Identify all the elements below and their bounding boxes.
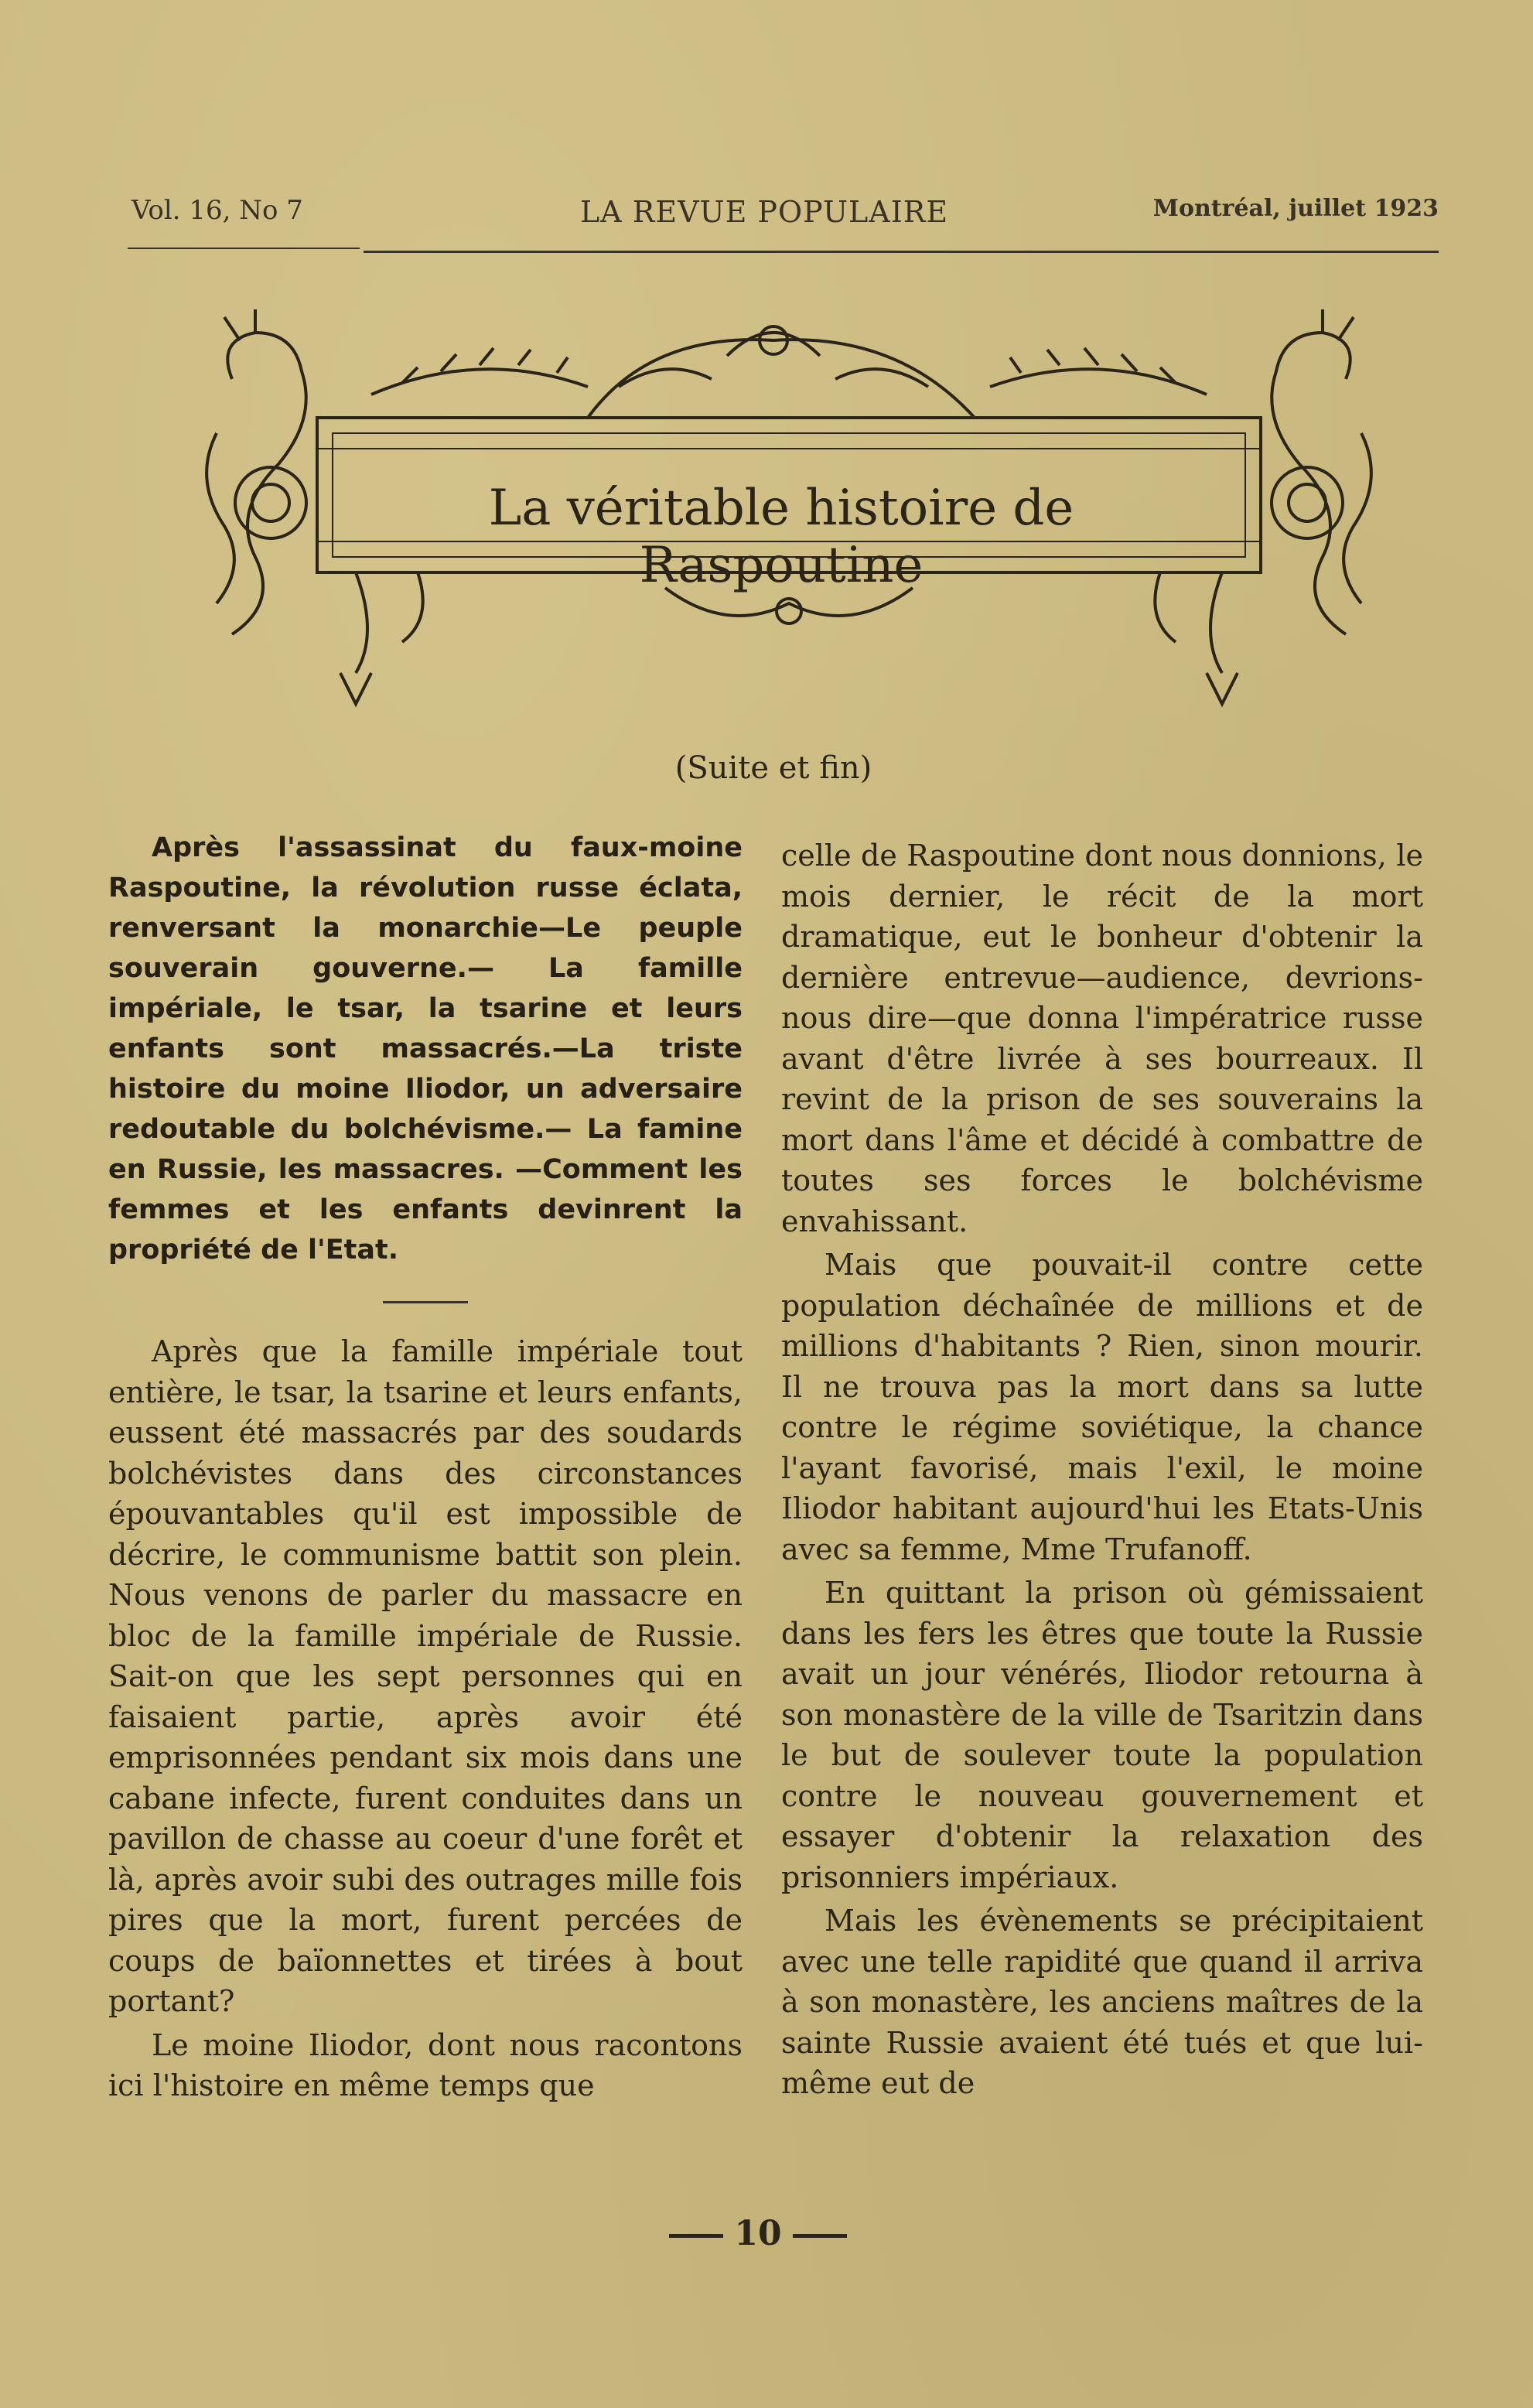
right-column	[781, 835, 1423, 2104]
header-rule-left	[128, 248, 360, 249]
running-head	[124, 195, 1439, 241]
folio-dash-right	[793, 2234, 847, 2238]
left-column	[108, 828, 743, 2106]
volume-number: Vol. 16, No 7	[131, 195, 303, 226]
page-number: 10	[734, 2214, 782, 2253]
header-rule-main	[364, 251, 1439, 253]
article-summary: Après l'assassinat du faux-moine Raspoutine, la révolution russe éclata, renversant la monarchie—Le peuple souverain gouverne.— La famille impériale, le tsar, la tsarine et leurs enfants sont massacrés.—La triste histoire du moine Iliodor, un adversaire redoutable du bolchévisme.— La famine en Russie, les massacres. —Comment les femmes et les enfants devinrent la propriété de l'Etat.	[108, 832, 743, 1265]
body-paragraph: Le moine Iliodor, dont nous racontons ici l'histoire en même temps que	[108, 2027, 743, 2102]
body-paragraph: Mais que pouvait-il contre cette population déchaînée de millions et de millions d'habitants ? Rien, sinon mourir. Il ne trouva pas la mort dans sa lutte contre le régime soviétique, la chance l'ayant favorisé, mais l'exil, le moine Iliodor habitant aujourd'hui les Etats-Unis avec sa femme, Mme Trufanoff.	[781, 1248, 1423, 1566]
body-paragraph-continued: celle de Raspoutine dont nous donnions, le mois dernier, le récit de la mort dramatique, eut le bonheur d'obtenir la dernière entrevue—audience, devrions-nous dire—que donna l'impératrice russe avant d'être livrée à ses bourreaux. Il revint de la prison de ses souverains la mort dans l'âme et décidé à combattre de toutes ses forces le bolchévisme envahissant.	[781, 839, 1423, 1238]
dateline: Montréal, juillet 1923	[1152, 195, 1439, 222]
body-paragraph: En quittant la prison où gémissaient dans les fers les êtres que toute la Russie avait un jour vénérés, Iliodor retourna à son monastère de la ville de Tsaritzin dans le but de soulever toute la population contre le nouveau gouvernement et essayer d'obtenir la relaxation des prisonniers impériaux.	[781, 1576, 1423, 1894]
article-title: La véritable histoire de Raspoutine	[488, 480, 1074, 594]
body-paragraph: Après que la famille impériale tout entière, le tsar, la tsarine et leurs enfants, eussent été massacrés par des soudards bolchévistes dans des circonstances épouvantables qu'il est impossible de décrire, le communisme battit son plein. Nous venons de parler du massacre en bloc de la famille impériale de Russie. Sait-on que les sept personnes qui en faisaient partie, après avoir été emprisonnées pendant six mois dans une cabane infecte, furent conduites dans un pavillon de chasse au coeur d'une forêt et là, après avoir subi des outrages mille fois pires que la mort, furent percées de coups de baïonnettes et tirées à bout portant?	[108, 1334, 743, 2018]
page-folio	[634, 2214, 882, 2253]
folio-dash-left	[669, 2234, 723, 2238]
journal-name: LA REVUE POPULAIRE	[580, 195, 949, 229]
article-subtitle: (Suite et fin)	[674, 750, 872, 786]
body-paragraph: Mais les évènements se précipitaient avec une telle rapidité que quand il arriva à son monastère, les anciens maîtres de la sainte Russie avaient été tués et que lui-même eut de	[781, 1904, 1423, 2100]
section-divider	[383, 1301, 468, 1303]
